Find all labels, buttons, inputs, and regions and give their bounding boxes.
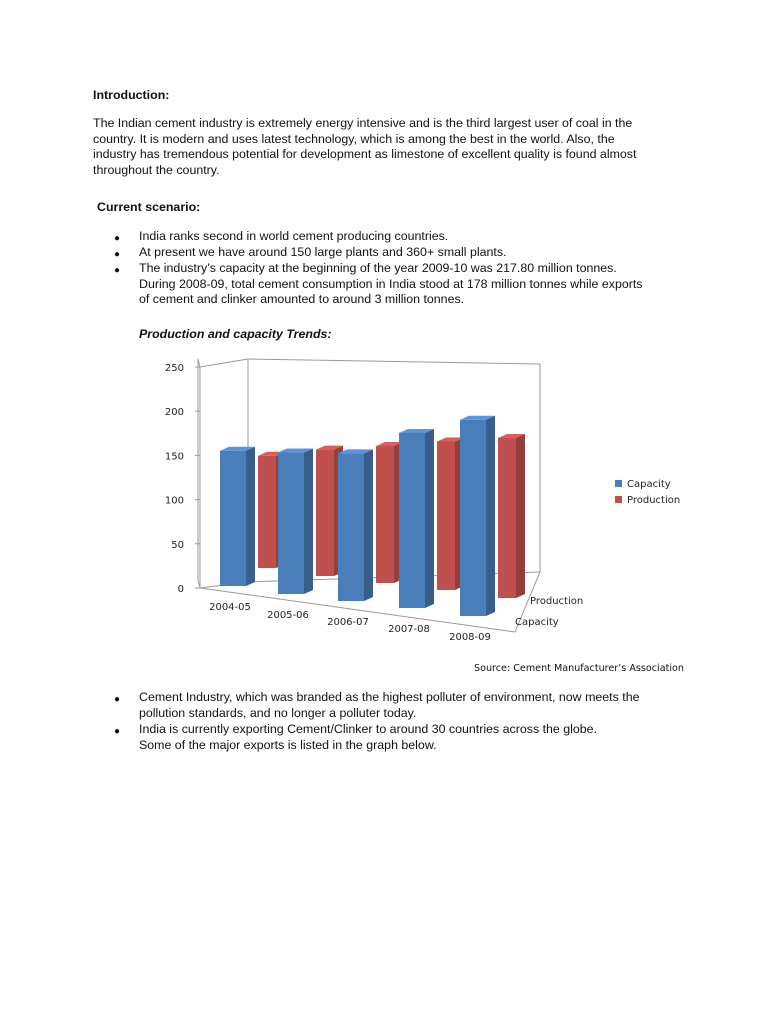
list-item bbox=[139, 261, 643, 308]
list-item-line: Some of the major exports is listed in the graph below. bbox=[139, 737, 437, 752]
introduction-line: industry has tremendous potential for development as limestone of excellent quality is found almost bbox=[93, 147, 637, 161]
y-tick-label: 100 bbox=[164, 495, 184, 507]
list-item-line: India ranks second in world cement producing countries. bbox=[139, 229, 449, 243]
list-item-line: of cement and clinker amounted to around 3 million tonnes. bbox=[139, 292, 465, 306]
production-bar bbox=[376, 446, 394, 583]
capacity-bar-side bbox=[486, 416, 495, 616]
list-item-line: During 2008-09, total cement consumption in India stood at 178 million tonnes while exports bbox=[139, 276, 643, 291]
y-tick-label: 50 bbox=[171, 539, 184, 551]
introduction-line: throughout the country. bbox=[93, 162, 220, 177]
production-bar bbox=[258, 456, 276, 568]
depth-label-production: Production bbox=[530, 596, 584, 607]
legend-label: Capacity bbox=[627, 479, 671, 490]
production-bar bbox=[437, 441, 455, 590]
chart-top-edge bbox=[200, 359, 248, 367]
production-bar-side bbox=[516, 434, 525, 598]
capacity-bar bbox=[460, 420, 486, 616]
bullet-icon: ● bbox=[114, 694, 121, 705]
capacity-bar bbox=[338, 453, 364, 601]
capacity-bar-side bbox=[304, 449, 313, 594]
chart-source-note: Source: Cement Manufacturer’s Association bbox=[474, 663, 684, 674]
capacity-bar bbox=[278, 453, 304, 594]
x-tick-label: 2004-05 bbox=[209, 602, 251, 613]
list-item bbox=[139, 245, 506, 261]
list-item bbox=[139, 722, 597, 753]
capacity-bar-side bbox=[364, 449, 373, 601]
bullet-icon: ● bbox=[114, 233, 121, 244]
legend-swatch bbox=[615, 480, 622, 487]
bullet-icon: ● bbox=[114, 265, 121, 276]
production-bar bbox=[316, 450, 334, 576]
capacity-bar-side bbox=[425, 429, 434, 608]
list-item-line: pollution standards, and no longer a polluter today. bbox=[139, 705, 417, 720]
x-tick-label: 2006-07 bbox=[327, 617, 369, 628]
x-tick-label: 2007-08 bbox=[388, 624, 430, 635]
introduction-line: country. It is modern and uses latest technology, which is among the best in the world. Also, the bbox=[93, 131, 615, 146]
introduction-line: The Indian cement industry is extremely energy intensive and is the third largest user of coal in the bbox=[93, 116, 633, 130]
list-item-line: The industry’s capacity at the beginning of the year 2009-10 was 217.80 million tonnes. bbox=[139, 261, 617, 275]
bullet-icon: ● bbox=[114, 726, 121, 737]
y-tick-label: 150 bbox=[164, 451, 184, 463]
capacity-bar bbox=[399, 433, 425, 608]
y-tick-label: 250 bbox=[164, 363, 184, 374]
capacity-bar-side bbox=[246, 447, 255, 586]
list-item bbox=[139, 690, 639, 721]
introduction-heading: Introduction: bbox=[93, 88, 170, 102]
x-tick-label: 2008-09 bbox=[449, 632, 491, 643]
depth-label-capacity: Capacity bbox=[515, 617, 559, 628]
list-item-line: Cement Industry, which was branded as the highest polluter of environment, now meets the bbox=[139, 690, 640, 704]
capacity-bar bbox=[220, 451, 246, 586]
list-item-line: India is currently exporting Cement/Clinker to around 30 countries across the globe. bbox=[139, 722, 598, 736]
list-item bbox=[139, 229, 448, 245]
legend-swatch bbox=[615, 496, 622, 503]
production-capacity-chart bbox=[150, 350, 710, 650]
bullet-icon: ● bbox=[114, 249, 121, 260]
chart-heading: Production and capacity Trends: bbox=[139, 327, 332, 341]
production-bar bbox=[498, 438, 516, 598]
y-tick-label: 0 bbox=[177, 584, 184, 595]
legend-label: Production bbox=[627, 495, 681, 506]
current-scenario-heading: Current scenario: bbox=[97, 200, 201, 214]
list-item-line: At present we have around 150 large plants and 360+ small plants. bbox=[139, 245, 507, 259]
x-tick-label: 2005-06 bbox=[267, 610, 309, 621]
introduction-paragraph bbox=[93, 116, 683, 178]
y-tick-label: 200 bbox=[164, 407, 184, 419]
